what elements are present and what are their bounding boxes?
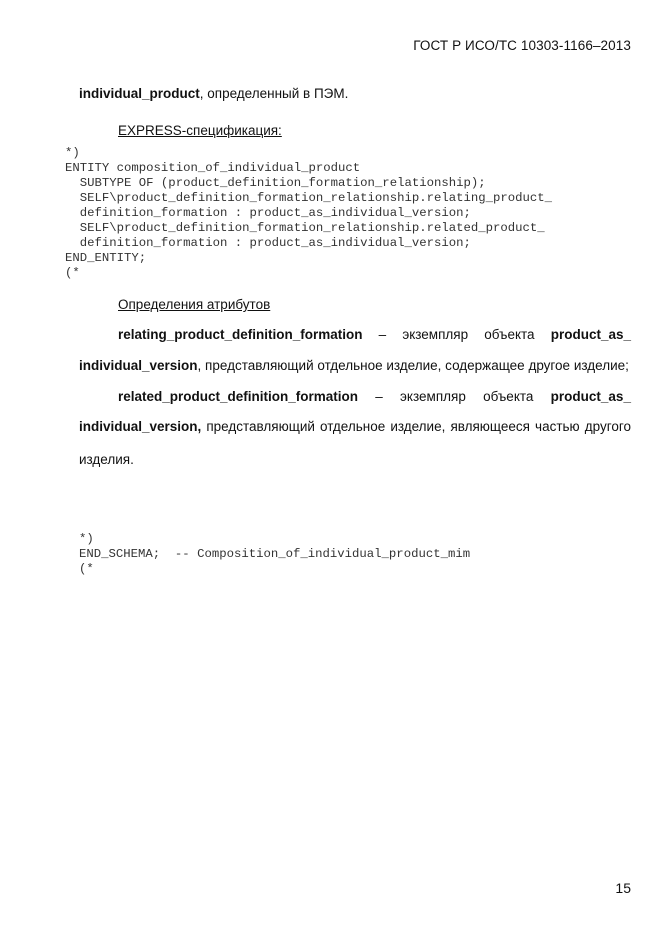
document-header: ГОСТ Р ИСО/ТС 10303-1166–2013	[413, 38, 631, 53]
attributes-heading: Определения атрибутов	[118, 297, 271, 312]
page-number: 15	[615, 880, 631, 896]
code-line: END_SCHEMA; -- Composition_of_individual_product_mim	[79, 547, 471, 561]
attr2-word: являющееся	[450, 419, 530, 434]
attr1-dash: –	[378, 327, 387, 342]
attr1-word: объекта	[484, 327, 535, 342]
attr1-description: , представляющий отдельное изделие, содержащее другое изделие;	[197, 358, 629, 373]
attr2-dash: –	[375, 389, 383, 404]
attr2-first-line	[118, 389, 631, 404]
attr1-type: product_as_	[550, 327, 631, 342]
code-line: SELF\product_definition_formation_relationship.related_product_	[65, 221, 545, 235]
attr1-first-line	[118, 327, 631, 342]
attr2-word: частью	[535, 419, 580, 434]
attr2-name: related_product_definition_formation	[118, 389, 359, 404]
attr2-type: product_as_	[550, 389, 631, 404]
code-line: *)	[79, 532, 94, 546]
code-line: definition_formation : product_as_individual_version;	[65, 206, 471, 220]
attr2-word: отдельное	[319, 419, 386, 434]
attr2-word: объекта	[483, 389, 534, 404]
attr2-second-line	[79, 419, 631, 434]
intro-term: individual_product	[79, 86, 200, 101]
code-line: SUBTYPE OF (product_definition_formation_relationship);	[65, 176, 486, 190]
intro-text: , определенный в ПЭМ.	[199, 86, 349, 101]
attr1-continuation	[79, 358, 629, 373]
attr2-last-line: изделия.	[79, 452, 134, 467]
code-line: (*	[79, 562, 94, 576]
code-line: *)	[65, 146, 80, 160]
code-line: ENTITY composition_of_individual_product	[65, 161, 361, 175]
attr2-word: изделие,	[390, 419, 446, 434]
code-line: definition_formation : product_as_individual_version;	[65, 236, 471, 250]
attr2-word: экземпляр	[400, 389, 466, 404]
attr2-type-cont: individual_version,	[79, 419, 202, 434]
express-heading: EXPRESS-спецификация:	[118, 123, 282, 138]
attr1-word: экземпляр	[402, 327, 469, 342]
code-line: END_ENTITY;	[65, 251, 147, 265]
intro-paragraph	[79, 86, 348, 101]
code-line: (*	[65, 266, 80, 280]
attr2-word: другого	[584, 419, 631, 434]
code-line: SELF\product_definition_formation_relationship.relating_product_	[65, 191, 553, 205]
attr2-word: представляющий	[206, 419, 315, 434]
attr1-type-cont: individual_version	[79, 358, 198, 373]
attr1-name: relating_product_definition_formation	[118, 327, 363, 342]
